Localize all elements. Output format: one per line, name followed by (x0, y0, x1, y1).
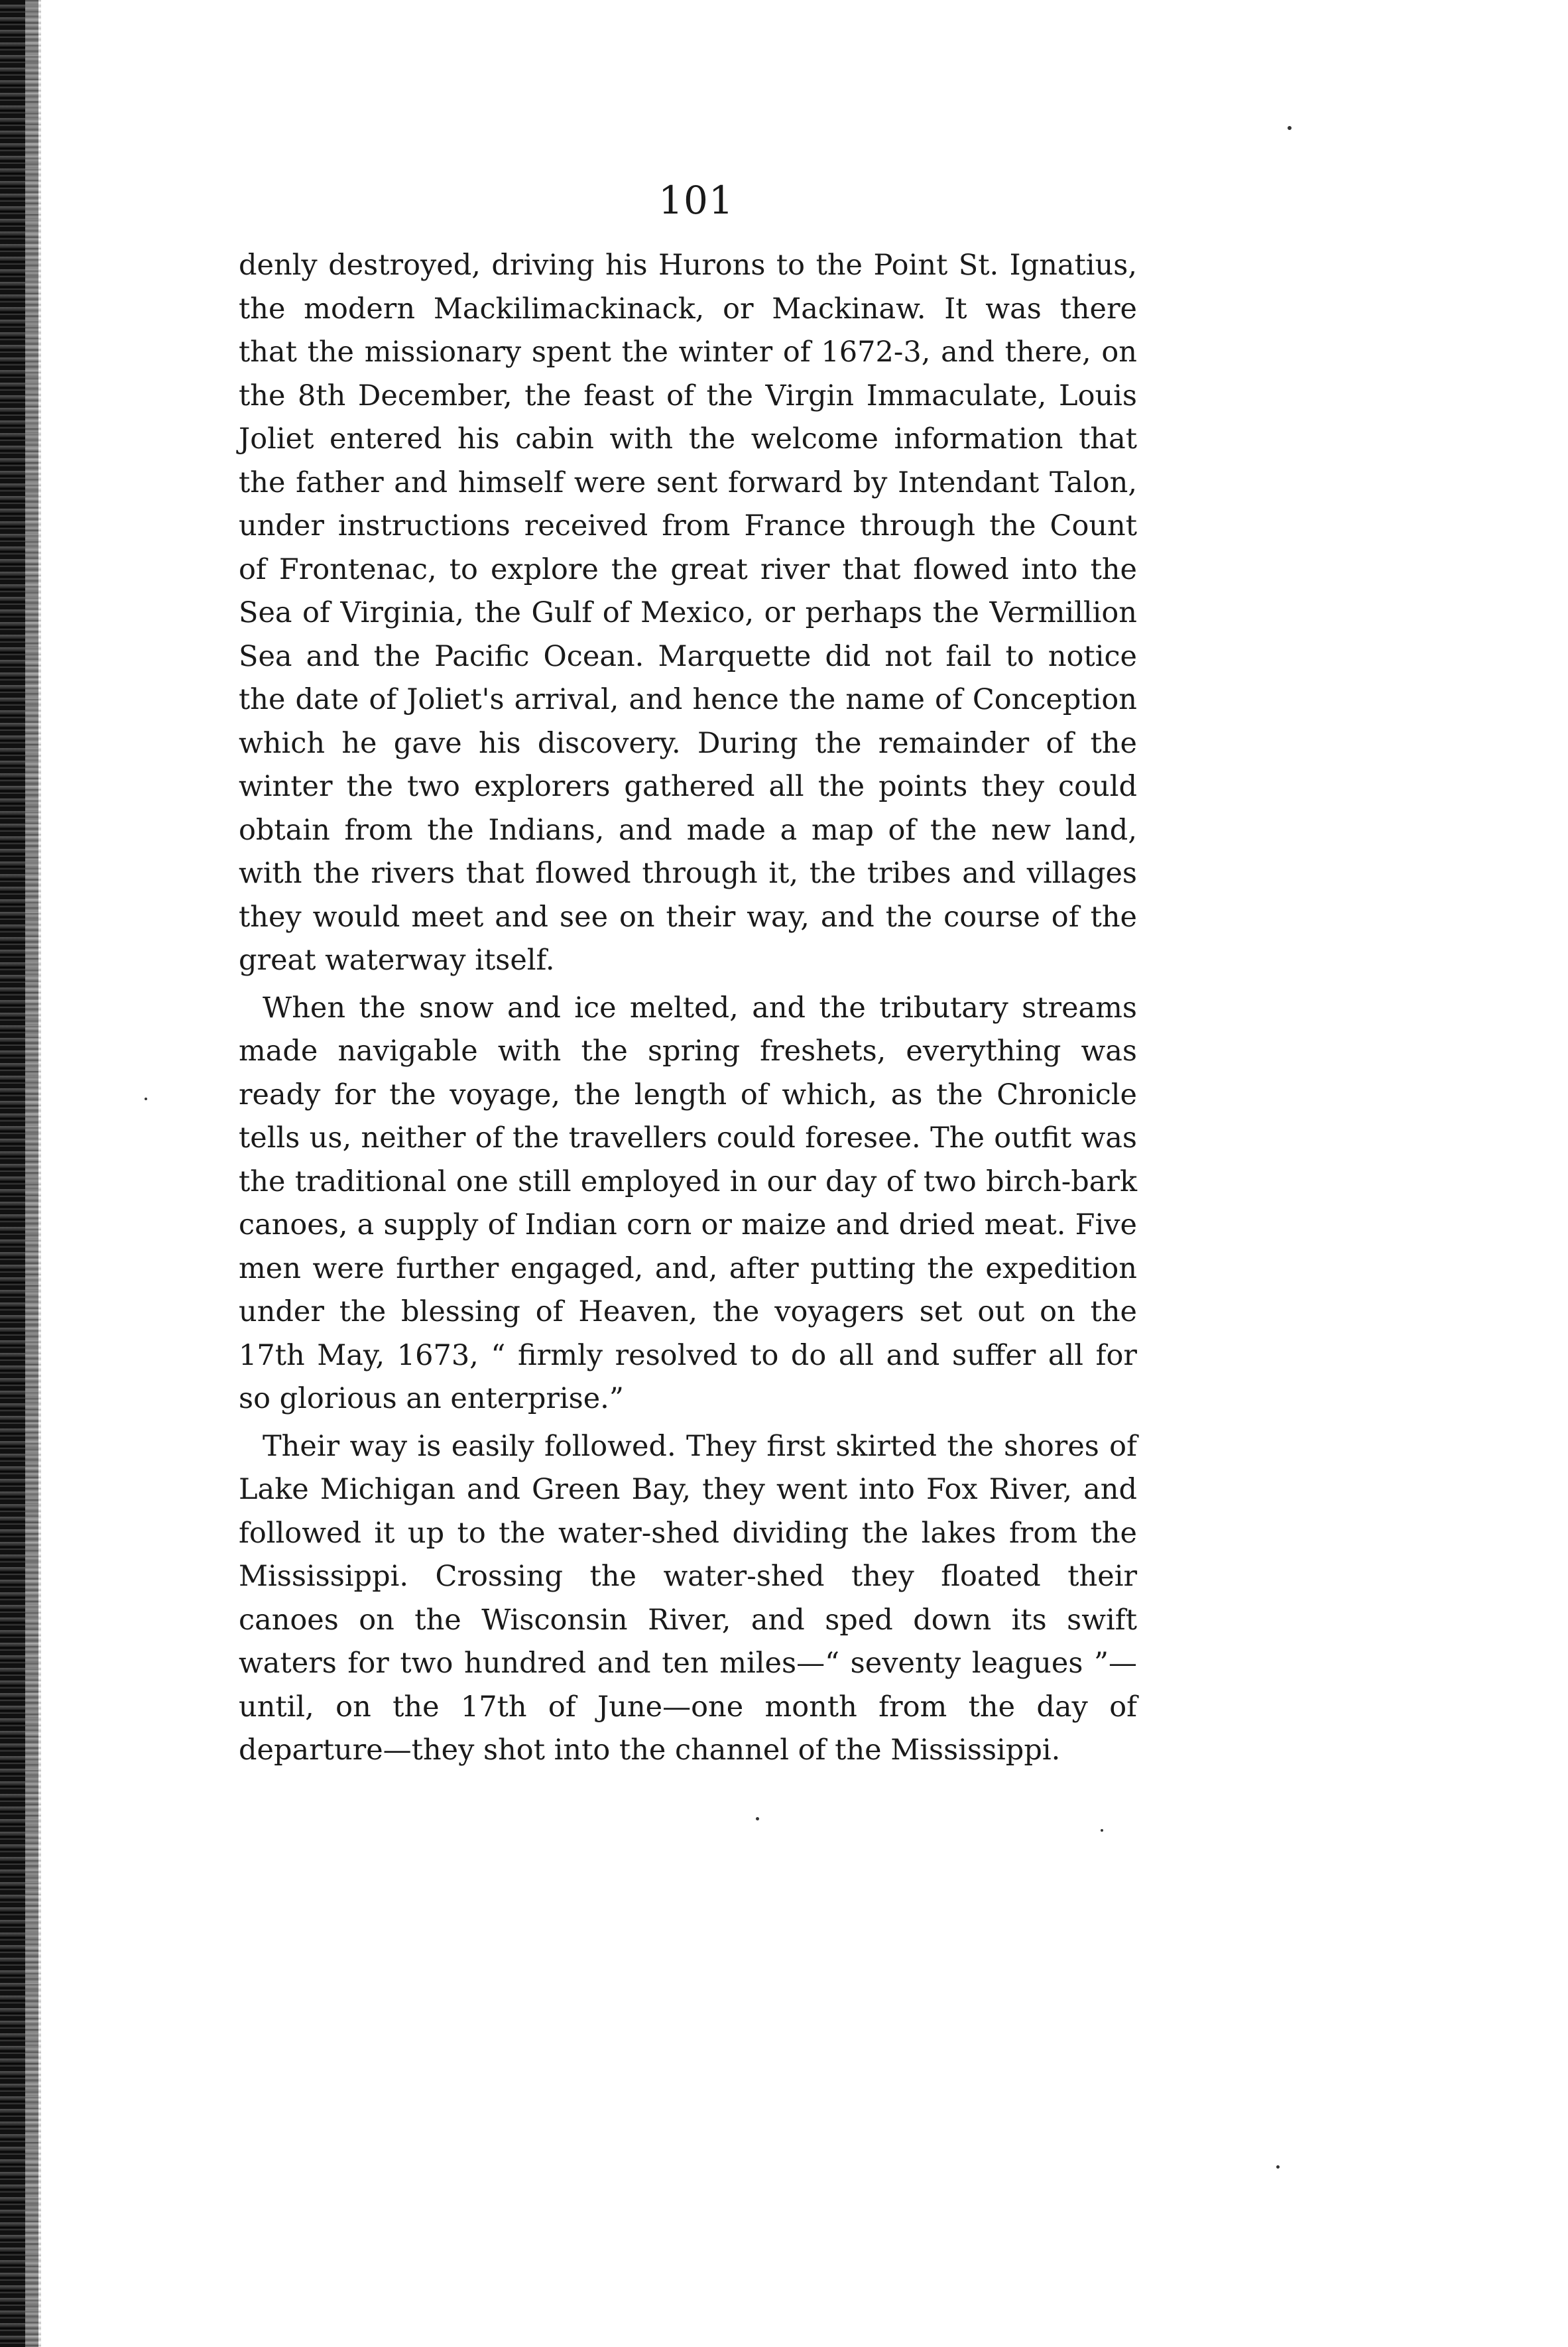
ink-speck (145, 1098, 147, 1100)
paragraph-1: denly destroyed, driving his Hurons to the Point St. Ignatius, the modern Mackilimackinack, or Mackinaw. It was there that the missionary spent the winter of 1672-3, and there, on the 8th December, the feast of the Virgin Immaculate, Louis Joliet entered his cabin with the welcome information that the father and himself were sent forward by Intendant Talon, under instructions received from France through the Count of Frontenac, to explore the great river that flowed into the Sea of Virginia, the Gulf of Mexico, or perhaps the Vermillion Sea and the Pacific Ocean. Marquette did not fail to notice the date of Joliet's arrival, and hence the name of Conception which he gave his discovery. During the remainder of the winter the two explorers gathered all the points they could obtain from the Indians, and made a map of the new land, with the rivers that flowed through it, the tribes and villages they would meet and see on their way, and the course of the great waterway itself. (239, 249, 1137, 977)
page-number: 101 (658, 178, 734, 223)
paragraph-3: Their way is easily followed. They first skirted the shores of Lake Michigan and Green Bay, they went into Fox River, and followed it up to the water-shed dividing the lakes from the Mississippi. Crossing the water-shed they floated their canoes on the Wisconsin River, and sped down its swift waters for two hundred and ten miles—“ seventy leagues ”—until, on the 17th of June—one month from the day of departure—they shot into the channel of the Mississippi. (239, 1429, 1137, 1767)
paragraph-2: When the snow and ice melted, and the tributary streams made navigable with the spring freshets, everything was ready for the voyage, the length of which, as the Chronicle tells us, neither of the travellers could foresee. The outfit was the traditional one still employed in our day of two birch-bark canoes, a supply of Indian corn or maize and dried meat. Five men were further engaged, and, after putting the expedition under the blessing of Heaven, the voyagers set out on the 17th May, 1673, “ firmly resolved to do all and suffer all for so glorious an enterprise.” (239, 991, 1137, 1415)
page-binding-edge (0, 0, 38, 2347)
ink-speck (1288, 126, 1292, 130)
ink-speck (1276, 2165, 1280, 2169)
ink-speck (1101, 1829, 1103, 1832)
ink-speck (756, 1817, 759, 1820)
body-text (239, 244, 1137, 1773)
